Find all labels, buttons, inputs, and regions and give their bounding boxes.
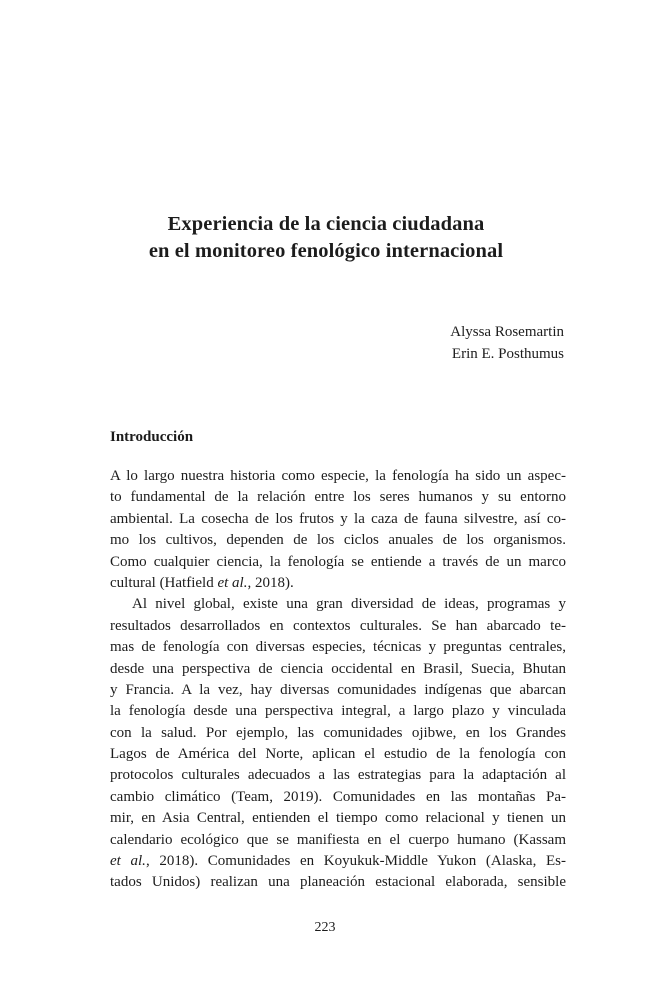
text-line: mas de fenología con diversas especies, técnicas y preguntas centrales, [110,639,566,656]
text-line: ambiental. La cosecha de los frutos y la caza de fauna silvestre, así co- [110,510,566,527]
citation-et-al: et al. [110,853,146,870]
body-text [110,466,566,894]
text-line: Lagos de América del Norte, aplican el estudio de la fenología con [110,746,566,763]
chapter-title-line-1: Experiencia de la ciencia ciudadana [167,213,485,235]
text-line: con la salud. Por ejemplo, las comunidades ojibwe, en los Grandes [110,724,566,741]
text-line: cambio climático (Team, 2019). Comunidades en las montañas Pa- [110,788,566,805]
paragraph [110,594,566,893]
text-line [110,851,566,872]
text-run: cultural (Hatfield [110,574,218,591]
author-name: Alyssa Rosemartin [450,324,564,340]
text-run: , 2018). Comunidades en Koyukuk-Middle Yukon (Alaska, Es- [145,853,567,870]
citation-et-al: et al. [217,574,248,591]
text-line: mir, en Asia Central, entienden el tiempo como relacional y tienen un [110,810,566,827]
text-line: Al nivel global, existe una gran diversidad de ideas, programas y [132,596,566,613]
text-line [110,573,566,594]
text-line: y Francia. A la vez, hay diversas comunidades indígenas que abarcan [110,681,566,698]
chapter-title-line-2: en el monitoreo fenológico internacional [148,240,504,262]
text-line: la fenología desde una perspectiva integral, a largo plazo y vinculada [110,703,566,720]
text-line: tados Unidos) realizan una planeación estacional elaborada, sensible [110,874,566,891]
text-line: desde una perspectiva de ciencia occidental en Brasil, Suecia, Bhutan [110,660,566,677]
text-line: calendario ecológico que se manifiesta en el cuerpo humano (Kassam [110,831,566,848]
text-line: resultados desarrollados en contextos culturales. Se han abarcado te- [110,617,566,634]
text-line: Como cualquier ciencia, la fenología se entiende a través de un marco [110,553,566,570]
text-run: , 2018). [247,574,294,591]
page-number: 223 [314,920,336,935]
section-heading: Introducción [110,429,194,445]
author-list [450,322,564,365]
text-line: mo los cultivos, dependen de los ciclos anuales de los organismos. [110,532,566,549]
text-line: protocolos culturales adecuados a las estrategias para la adaptación al [110,767,566,784]
author-name: Erin E. Posthumus [451,345,564,362]
text-line: to fundamental de la relación entre los seres humanos y su entorno [110,489,566,506]
paragraph [110,466,566,594]
chapter-title [110,211,542,265]
text-line: A lo largo nuestra historia como especie, la fenología ha sido un aspec- [110,468,566,484]
